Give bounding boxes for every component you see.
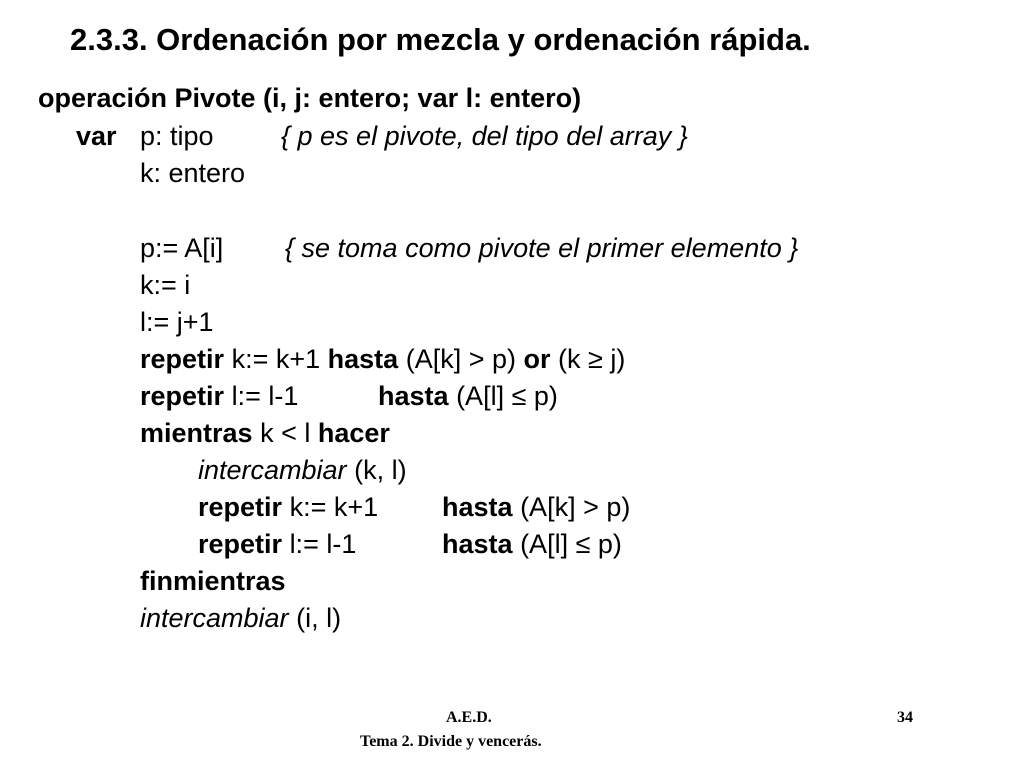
cond-k-lt-l: k < l [260,418,311,448]
keyword-hasta: hasta [442,529,513,559]
keyword-hasta: hasta [442,492,513,522]
code-line-decl-k: k: entero [140,158,246,188]
keyword-repetir: repetir [198,492,283,522]
stmt-inc-k: k:= k+1 [289,492,379,522]
keyword-repetir: repetir [140,381,225,411]
repeat-l-head [140,380,298,412]
args-k-l: (k, l) [354,455,407,485]
footer-course: A.E.D. [446,709,492,726]
inner-repeat-l-tail [442,528,622,560]
inner-repeat-l-head [198,528,356,560]
keyword-or: or [523,344,551,374]
fn-intercambiar: intercambiar [140,603,289,633]
code-line-assign-k: k:= i [140,270,191,300]
assign-p: p:= A[i] [140,233,224,263]
comment-first-element: { se toma como pivote el primer elemento } [285,233,799,263]
keyword-hasta: hasta [327,344,399,374]
args-i-l: (i, l) [296,603,342,633]
footer-page-number: 34 [897,709,913,726]
cond-k-ge-j: (k ≥ j) [558,344,626,374]
fn-intercambiar: intercambiar [198,455,347,485]
keyword-var: var [76,121,117,151]
code-line-swap-kl [198,454,407,486]
code-line-assign-l: l:= j+1 [140,307,214,337]
decl-p: p: tipo [140,121,214,151]
stmt-dec-l: l:= l-1 [231,381,299,411]
stmt-inc-k: k:= k+1 [231,344,321,374]
code-line-while [140,417,390,449]
comment-pivot-type: { p es el pivote, del tipo del array } [281,121,688,151]
code-line-swap-il [140,602,341,634]
keyword-repetir: repetir [140,344,225,374]
repeat-l-tail [378,380,558,412]
slide-title: 2.3.3. Ordenación por mezcla y ordenación rápida. [70,22,811,57]
cond-al-le-p: (A[l] ≤ p) [520,529,622,559]
keyword-hasta: hasta [378,381,449,411]
inner-repeat-k-tail [442,491,630,523]
cond-ak-gt-p: (A[k] > p) [405,344,516,374]
keyword-mientras: mientras [140,418,253,448]
stmt-dec-l: l:= l-1 [289,529,357,559]
code-line-endwhile: finmientras [140,566,286,596]
cond-al-le-p: (A[l] ≤ p) [456,381,558,411]
code-line-repeat-k [140,343,625,375]
keyword-repetir: repetir [198,529,283,559]
cond-ak-gt-p: (A[k] > p) [520,492,631,522]
inner-repeat-k-head [198,491,378,523]
operation-signature: operación Pivote (i, j: entero; var l: entero) [38,83,582,113]
footer-topic: Tema 2. Divide y vencerás. [360,733,542,750]
keyword-hacer: hacer [317,418,390,448]
